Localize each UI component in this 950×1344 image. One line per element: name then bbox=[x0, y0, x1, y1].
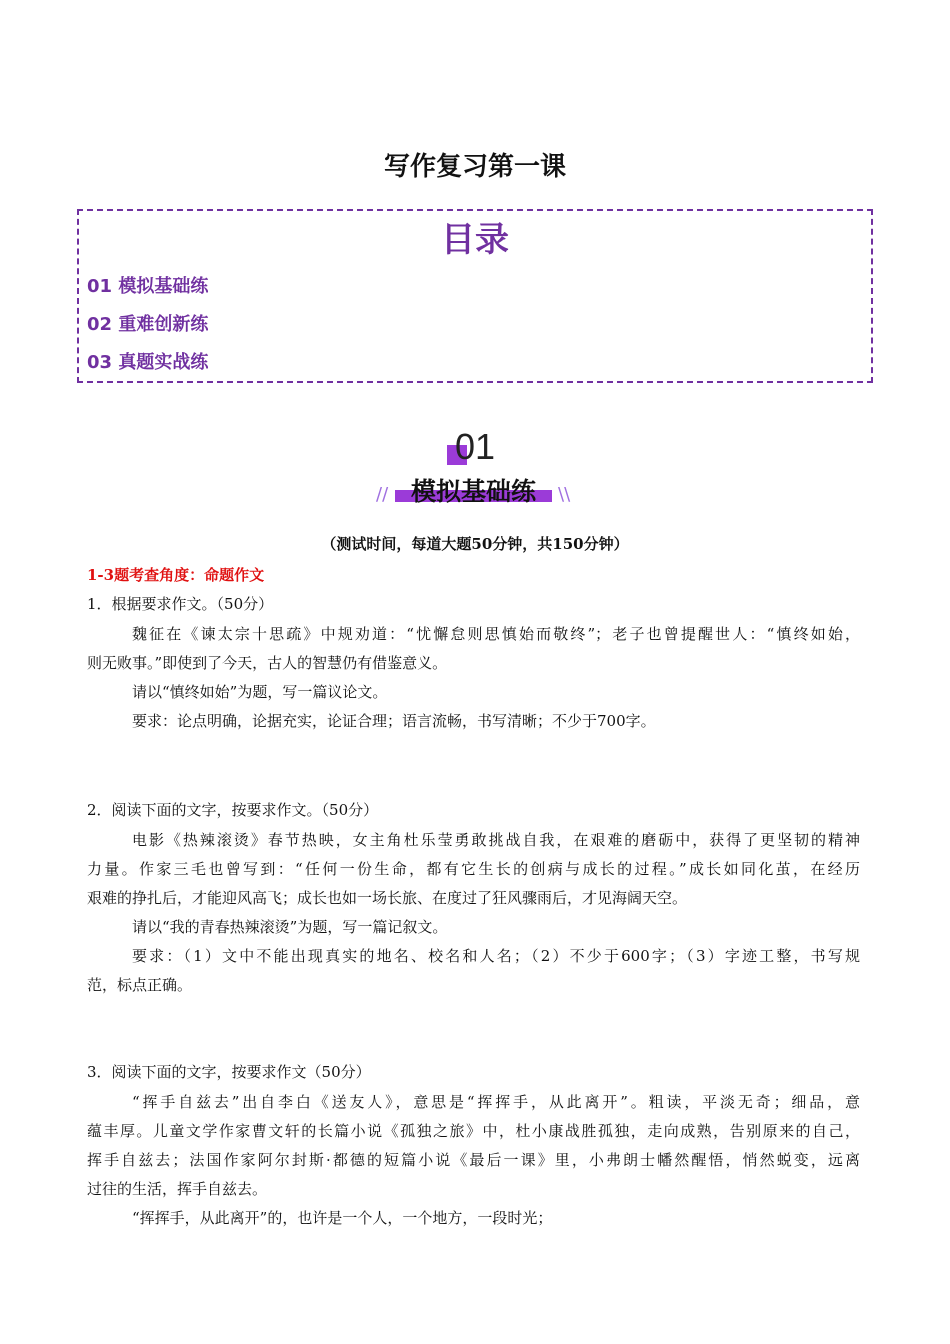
question-1-line: 要求：论点明确，论据充实，论证合理；语言流畅，书写清晰；不少于700字。 bbox=[132, 712, 656, 730]
question-3-line: 挥手自兹去；法国作家阿尔封斯·都德的短篇小说《最后一课》里，小弗朗士幡然醒悟，悄然蜕变，远离 bbox=[87, 1151, 860, 1169]
question-2-line: 力量。作家三毛也曾写到：“任何一份生命，都有它生长的创病与成长的过程。”成长如同化茧，在经历 bbox=[87, 860, 860, 878]
question-2-line: 电影《热辣滚烫》春节热映，女主角杜乐莹勇敢挑战自我，在艰难的磨砺中，获得了更坚韧的精神 bbox=[132, 831, 860, 849]
section-number: 01 bbox=[455, 426, 496, 467]
question-2-heading: 2．阅读下面的文字，按要求作文。（50分） bbox=[87, 801, 379, 819]
question-3-heading: 3．阅读下面的文字，按要求作文（50分） bbox=[87, 1063, 371, 1081]
question-3-line: “挥挥手，从此离开”的，也许是一个人，一个地方，一段时光； bbox=[132, 1209, 553, 1227]
question-2-line: 艰难的挣扎后，才能迎风高飞；成长也如一场长旅、在度过了狂风骤雨后，才见海阔天空。 bbox=[87, 889, 688, 907]
question-3-line: 过往的生活，挥手自兹去。 bbox=[87, 1180, 268, 1198]
test-time-note: （测试时间，每道大题50分钟，共150分钟） bbox=[321, 535, 629, 553]
toc-item[interactable]: 02 重难创新练 bbox=[87, 314, 209, 335]
question-1-line: 则无败事。”即使到了今天，古人的智慧仍有借鉴意义。 bbox=[87, 654, 448, 672]
question-1-line: 请以“慎终如始”为题，写一篇议论文。 bbox=[132, 683, 388, 701]
toc-item[interactable]: 03 真题实战练 bbox=[87, 352, 209, 373]
question-3-line: 蕴丰厚。儿童文学作家曹文轩的长篇小说《孤独之旅》中，杜小康战胜孤独，走向成熟，告别原来的自己， bbox=[87, 1122, 860, 1140]
toc-heading: 目录 bbox=[441, 220, 509, 260]
question-2-line: 请以“我的青春热辣滚烫”为题，写一篇记叙文。 bbox=[132, 918, 448, 936]
page-title: 写作复习第一课 bbox=[383, 152, 566, 182]
question-3-line: “挥手自兹去”出自李白《送友人》，意思是“挥挥手，从此离开”。粗读，平淡无奇；细品，意 bbox=[132, 1093, 860, 1111]
question-2-line: 范，标点正确。 bbox=[87, 976, 193, 994]
question-2-line: 要求：（1）文中不能出现真实的地名、校名和人名；（2）不少于600字；（3）字迹工整，书写规 bbox=[132, 947, 860, 965]
toc-item[interactable]: 01 模拟基础练 bbox=[87, 276, 209, 297]
slash-right-decoration: \\ bbox=[558, 484, 571, 505]
section-title: 模拟基础练 bbox=[410, 477, 536, 506]
question-1-line: 魏征在《谏太宗十思疏》中规劝道：“忧懈怠则思慎始而敬终”；老子也曾提醒世人：“慎终如始， bbox=[132, 625, 860, 643]
question-1-heading: 1．根据要求作文。（50分） bbox=[87, 595, 274, 613]
angle-heading: 1-3题考查角度：命题作文 bbox=[87, 566, 265, 584]
slash-left-decoration: // bbox=[376, 484, 389, 505]
